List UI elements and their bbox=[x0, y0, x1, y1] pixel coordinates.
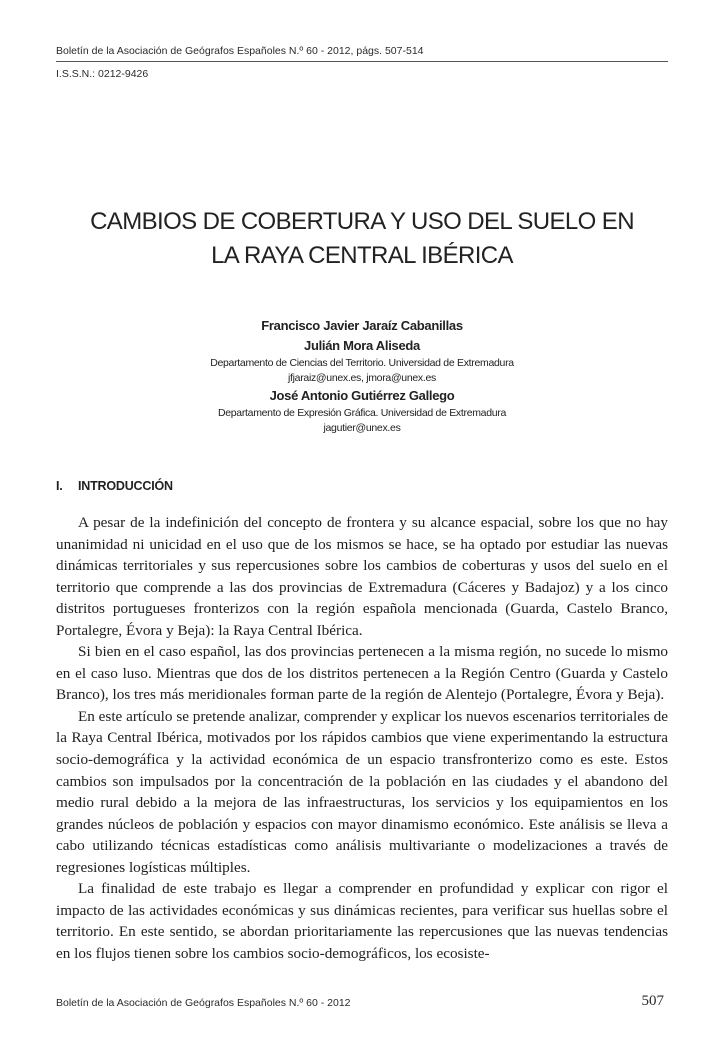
author-email: jagutier@unex.es bbox=[323, 422, 401, 434]
issn-line: I.S.S.N.: 0212-9426 bbox=[56, 68, 149, 80]
article-title-line-1: CAMBIOS DE COBERTURA Y USO DEL SUELO EN bbox=[90, 208, 634, 235]
author-affiliation: Departamento de Ciencias del Territorio. Universidad de Extremadura bbox=[210, 357, 514, 369]
author-name: Julián Mora Aliseda bbox=[304, 338, 420, 353]
running-footer-journal: Boletín de la Asociación de Geógrafos Españoles N.º 60 - 2012 bbox=[56, 997, 351, 1009]
body-text bbox=[56, 512, 668, 964]
paragraph: A pesar de la indefinición del concepto de frontera y su alcance espacial, sobre los que no hay unanimidad ni unicidad en el uso que de los mismos se hace, se ha optado por estudiar las nuevas dinámicas territoriales y sus repercusiones sobre los cambios de coberturas y usos del suelo en el territorio que comprende a las dos provincias de Extremadura (Cáceres y Badajoz) y a los cinco distritos portugueses fronterizos con la región española mencionada (Guarda, Castelo Branco, Portalegre, Évora y Beja): la Raya Central Ibérica. bbox=[56, 514, 668, 639]
paragraph: Si bien en el caso español, las dos provincias pertenecen a la misma región, no sucede lo mismo en el caso luso. Mientras que dos de los distritos pertenecen a la Región Centro (Guarda y Castelo Branco), los tres más meridionales forman parte de la región de Alentejo (Portalegre, Évora y Beja). bbox=[56, 643, 668, 704]
paragraph: La finalidad de este trabajo es llegar a comprender en profundidad y explicar con rigor el impacto de las actividades económicas y sus dinámicas recientes, para verificar sus huellas sobre el territorio. En este sentido, se abordan prioritariamente las repercusiones que las nuevas tendencias en los flujos tienen sobre los cambios socio-demográficos, los ecosiste- bbox=[56, 880, 668, 962]
author-block bbox=[56, 316, 668, 436]
section-number: I. bbox=[56, 479, 63, 493]
author-email: jfjaraiz@unex.es, jmora@unex.es bbox=[287, 372, 436, 384]
header-rule bbox=[56, 61, 668, 62]
author-name: Francisco Javier Jaraíz Cabanillas bbox=[261, 318, 463, 333]
article-title-line-2: LA RAYA CENTRAL IBÉRICA bbox=[211, 242, 513, 269]
running-header-journal: Boletín de la Asociación de Geógrafos Españoles N.º 60 - 2012, págs. 507-514 bbox=[56, 45, 424, 57]
section-heading bbox=[56, 479, 173, 493]
author-affiliation: Departamento de Expresión Gráfica. Universidad de Extremadura bbox=[217, 407, 507, 419]
section-title: INTRODUCCIÓN bbox=[78, 479, 173, 493]
paragraph: En este artículo se pretende analizar, comprender y explicar los nuevos escenarios territoriales de la Raya Central Ibérica, motivados por los rápidos cambios que viene experimentando la estructura socio-demográfica y la actividad económica de un espacio transfronterizo como es este. Estos cambios son impulsados por la concentración de la población en las ciudades y el abandono del medio rural debido a la mejora de las infraestructuras, los servicios y los equipamientos en los grandes núcleos de población y espacios con mayor dinamismo económico. Este análisis se lleva a cabo utilizando técnicas estadísticas como análisis multivariante o modelizaciones a través de regresiones logísticas múltiples. bbox=[56, 707, 668, 876]
page-number: 507 bbox=[641, 993, 664, 1009]
article-title bbox=[56, 205, 668, 273]
author-name: José Antonio Gutiérrez Gallego bbox=[269, 388, 455, 403]
